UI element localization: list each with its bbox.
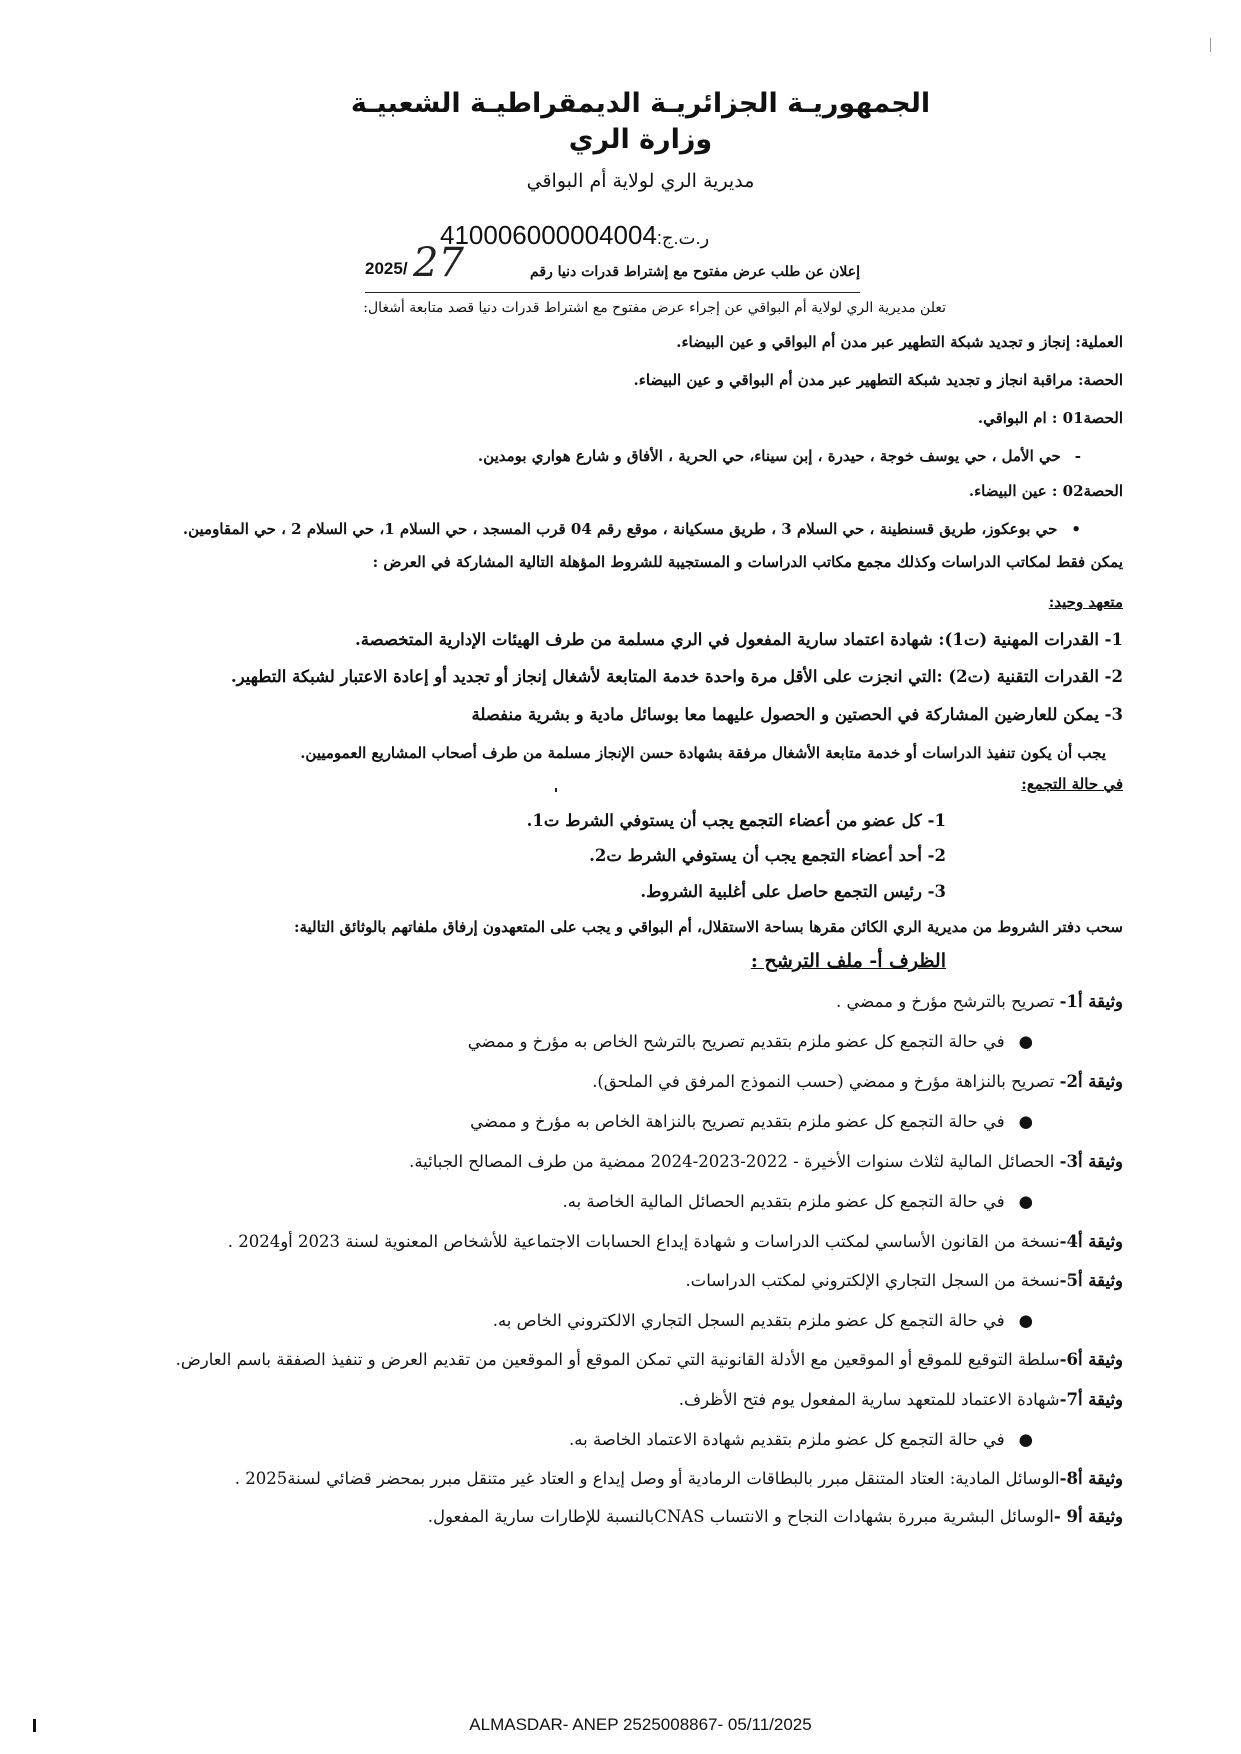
- bullet-icon: ●: [1018, 1032, 1033, 1051]
- operation-text: العملية: إنجاز و تجديد شبكة التطهير عبر مدن أم البواقي و عين البيضاء.: [676, 333, 1123, 351]
- doc-a7: وثيقة أ7-شهادة الاعتماد للمتعهد سارية المفعول يوم فتح الأظرف.: [678, 1390, 1123, 1409]
- doc-a2-group-note: ●في حالة التجمع كل عضو ملزم بتقديم تصريح بالنزاهة الخاص به مؤرخ و ممضي: [470, 1112, 1033, 1131]
- envelope-title: الظرف أ- ملف الترشح :: [750, 950, 946, 972]
- bullet-icon: ●: [1018, 1430, 1033, 1449]
- lot-02-details: •حي بوعكوز، طريق قسنطينة ، حي السلام 3 ، طريق مسكيانة ، موقع رقم 04 قرب المسجد ، حي السلام 1، حي السلام 2 ، حي المقاومين.: [182, 520, 1081, 538]
- tax-id-label: ر.ت.ج:: [656, 228, 710, 248]
- doc-a9: وثيقة أ9 -الوسائل البشرية مبررة بشهادات النجاح و الانتساب CNASبالنسبة للإطارات سارية المفعول.: [427, 1507, 1123, 1526]
- intro-text: تعلن مديرية الري لولاية أم البواقي عن إجراء عرض مفتوح مع اشتراط قدرات دنيا قصد متابعة أشغال:: [363, 300, 946, 316]
- lot-text: الحصة: مراقبة انجاز و تجديد شبكة التطهير عبر مدن أم البواقي و عين البيضاء.: [633, 371, 1123, 389]
- bullet-icon: ●: [1018, 1112, 1033, 1131]
- announcement-title-text: إعلان عن طلب عرض مفتوح مع إشتراط قدرات دنيا رقم: [530, 264, 860, 280]
- bullet-icon: ●: [1018, 1192, 1033, 1211]
- eligibility-intro: يمكن فقط لمكاتب الدراسات وكذلك مجمع مكاتب الدراسات و المستجيبة للشروط المؤهلة التالية المشاركة في العرض :: [372, 553, 1123, 571]
- handwritten-number: 27: [413, 240, 464, 286]
- bullet-marker: •: [1071, 520, 1081, 538]
- doc-a4: وثيقة أ4-نسخة من القانون الأساسي لمكتب الدراسات و شهادة إيداع الحسابات الاجتماعية للأشخاص المعنوية لسنة 2023 أو2024 .: [227, 1232, 1123, 1251]
- announcement-title: [365, 240, 860, 293]
- doc-a7-group-note: ●في حالة التجمع كل عضو ملزم بتقديم شهادة الاعتماد الخاصة به.: [569, 1430, 1033, 1449]
- lot-01-details: -حي الأمل ، حي يوسف خوجة ، حيدرة ، إبن سيناء، حي الحرية ، الأفاق و شارع هواري بومدين.: [477, 447, 1081, 465]
- grouping-label: في حالة التجمع:: [1021, 775, 1123, 793]
- doc-a3-group-note: ●في حالة التجمع كل عضو ملزم بتقديم الحصائل المالية الخاصة به.: [562, 1192, 1033, 1211]
- grouping-condition-3: 3- رئيس التجمع حاصل على أغلبية الشروط.: [640, 882, 946, 901]
- doc-a1: وثيقة أ1- تصريح بالترشح مؤرخ و ممضي .: [836, 992, 1123, 1011]
- withdrawal-text: سحب دفتر الشروط من مديرية الري الكائن مقرها بساحة الاستقلال، أم البواقي و يجب على المتعهدون إرفاق ملفاتهم بالوثائق التالية:: [293, 918, 1123, 936]
- source-footer: ALMASDAR- ANEP 2525008867- 05/11/2025: [469, 1715, 812, 1734]
- lot-02-title: الحصة02 : عين البيضاء.: [968, 482, 1123, 500]
- single-bidder-label: متعهد وحيد:: [1048, 593, 1123, 611]
- ministry-heading: وزارة الري: [568, 124, 713, 155]
- condition-2: 2- القدرات التقنية (ت2) :التي انجزت على الأقل مرة واحدة خدمة المتابعة لأشغال إنجاز أو تجديد أو إعادة الاعتبار لشبكة التطهير.: [230, 667, 1123, 686]
- doc-a2: وثيقة أ2- تصريح بالنزاهة مؤرخ و ممضي (حسب النموذج المرفق في الملحق).: [592, 1072, 1123, 1091]
- completion-note: يجب أن يكون تنفيذ الدراسات أو خدمة متابعة الأشغال مرفقة بشهادة حسن الإنجاز مسلمة من طرف أصحاب المشاريع العموميين.: [300, 744, 1106, 762]
- condition-3: 3- يمكن للعارضين المشاركة في الحصتين و الحصول عليهما معا بوسائل مادية و بشرية منفصلة: [471, 705, 1123, 724]
- dash-marker: -: [1074, 447, 1081, 465]
- bullet-icon: ●: [1018, 1311, 1033, 1330]
- lot-01-title: الحصة01 : ام البواقي.: [977, 409, 1123, 427]
- grouping-condition-2: 2- أحد أعضاء التجمع يجب أن يستوفي الشرط ت2.: [589, 846, 946, 865]
- tax-id-value: 410006000004004: [440, 220, 657, 250]
- doc-a3: وثيقة أ3- الحصائل المالية لثلاث سنوات الأخيرة - 2022-2023-2024 ممضية من طرف المصالح الجبائية.: [409, 1152, 1123, 1171]
- scan-speck: [555, 788, 557, 792]
- republic-heading: الجمهوريـة الجزائريـة الديمقراطيـة الشعبيـة: [350, 88, 931, 119]
- doc-a8: وثيقة أ8-الوسائل المادية: العتاد المتنقل مبرر بالبطاقات الرمادية أو وصل إيداع و العتاد غير متنقل مبرر بمحضر قضائي لسنة2025 .: [234, 1469, 1123, 1488]
- tax-id-line: [440, 220, 709, 251]
- doc-a5-group-note: ●في حالة التجمع كل عضو ملزم بتقديم السجل التجاري الالكتروني الخاص به.: [492, 1311, 1033, 1330]
- doc-a5: وثيقة أ5-نسخة من السجل التجاري الإلكتروني لمكتب الدراسات.: [685, 1271, 1123, 1290]
- scan-mark: [1210, 38, 1211, 52]
- condition-1: 1- القدرات المهنية (ت1): شهادة اعتماد سارية المفعول في الري مسلمة من طرف الهيئات الإدارية المتخصصة.: [355, 630, 1123, 649]
- grouping-condition-1: 1- كل عضو من أعضاء التجمع يجب أن يستوفي الشرط ت1.: [526, 811, 946, 830]
- announcement-year: 2025/: [365, 259, 408, 278]
- doc-a1-group-note: ●في حالة التجمع كل عضو ملزم بتقديم تصريح بالترشح الخاص به مؤرخ و ممضي: [467, 1032, 1033, 1051]
- doc-a6: وثيقة أ6-سلطة التوقيع للموقع أو الموقعين مع الأدلة القانونية التي تمكن الموقع أو الموقعين من تقديم العرض و تنفيذ الصفقة باسم العارض.: [175, 1350, 1123, 1369]
- directorate-heading: مديرية الري لولاية أم البواقي: [526, 170, 755, 192]
